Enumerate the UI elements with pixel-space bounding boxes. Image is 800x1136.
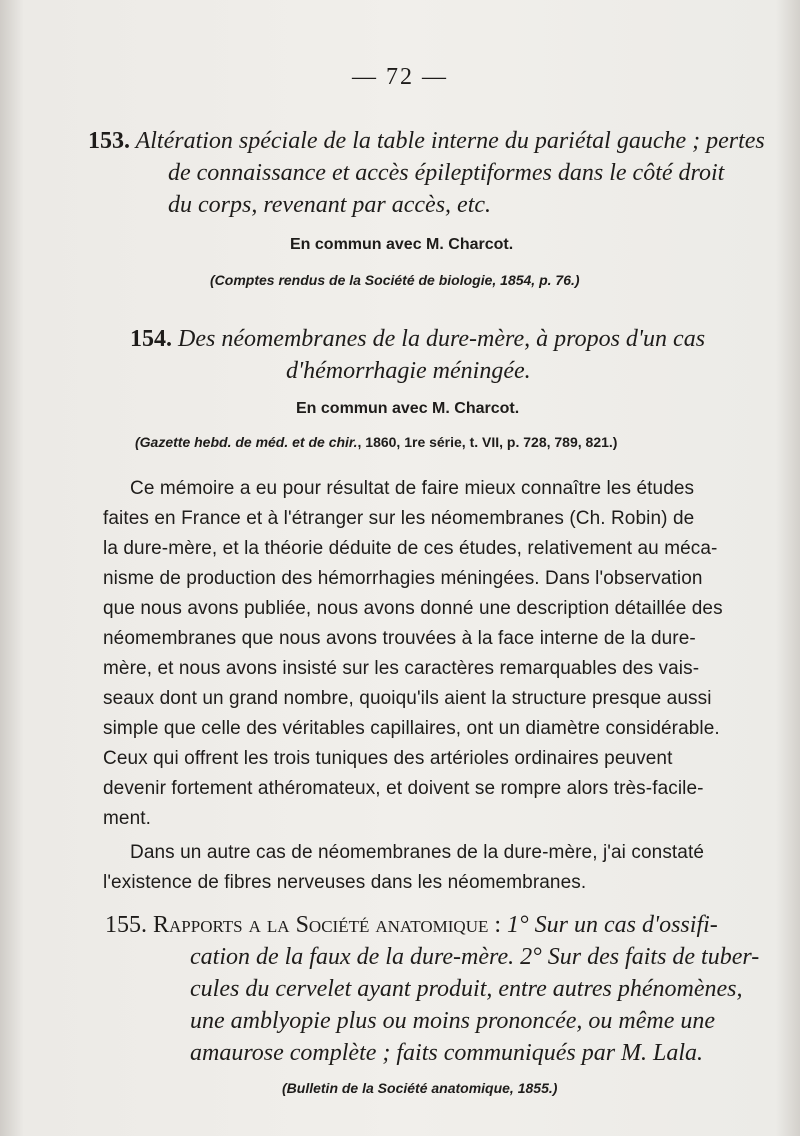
paragraph-line: mère, et nous avons insisté sur les caractères remarquables des vais- — [103, 658, 700, 679]
entry-155-title-line-4: une amblyopie plus ou moins prononcée, ou même une — [190, 1008, 715, 1034]
entry-153-collaboration: En commun avec M. Charcot. — [290, 236, 514, 253]
entry-153-number: 153. — [88, 128, 130, 154]
entry-153-title-line-2: de connaissance et accès épileptiformes dans le côté droit — [168, 160, 725, 186]
paragraph-line: néomembranes que nous avons trouvées à la face interne de la dure- — [103, 628, 696, 649]
entry-155-title-text-1: 1° Sur un cas d'ossifi- — [507, 912, 718, 938]
paragraph-line: la dure-mère, et la théorie déduite de ces études, relativement au méca- — [103, 538, 718, 559]
paragraph-line: seaux dont un grand nombre, quoiqu'ils aient la structure presque aussi — [103, 688, 712, 709]
entry-155-title-line-1 — [105, 912, 718, 939]
entry-153-title-line-1 — [88, 128, 765, 155]
paragraph-line: que nous avons publiée, nous avons donné une description détaillée des — [103, 598, 723, 619]
page-number: — 72 — — [352, 64, 448, 90]
entry-155-title-line-5: amaurose complète ; faits communiqués par M. Lala. — [190, 1040, 704, 1066]
entry-154-reference — [135, 434, 617, 450]
paragraph-line: ment. — [103, 808, 152, 829]
paragraph-line: faites en France et à l'étranger sur les néomembranes (Ch. Robin) de — [103, 508, 695, 529]
entry-155-heading: Rapports a la Société anatomique : — [153, 912, 502, 938]
entry-155-title-line-3: cules du cervelet ayant produit, entre autres phénomènes, — [190, 976, 743, 1002]
paragraph-line: nisme de production des hémorrhagies méningées. Dans l'observation — [103, 568, 703, 589]
paragraph-line: Ceux qui offrent les trois tuniques des artérioles ordinaires peuvent — [103, 748, 673, 769]
paragraph-line: Ce mémoire a eu pour résultat de faire mieux connaître les études — [130, 478, 695, 499]
entry-155-number: 155. — [105, 912, 147, 938]
paragraph-line: devenir fortement athéromateux, et doivent se rompre alors très-facile- — [103, 778, 704, 799]
entry-154-title-line-2: d'hémorrhagie méningée. — [286, 358, 531, 384]
paragraph-line: simple que celle des véritables capillaires, ont un diamètre considérable. — [103, 718, 720, 739]
entry-154-collaboration: En commun avec M. Charcot. — [296, 400, 520, 417]
entry-154-reference-details: , 1860, 1re série, t. VII, p. 728, 789, 821.) — [357, 434, 618, 450]
entry-154-number: 154. — [130, 326, 172, 352]
entry-155-title-line-2: cation de la faux de la dure-mère. 2° Sur des faits de tuber- — [190, 944, 760, 970]
entry-153-reference: (Comptes rendus de la Société de biologie, 1854, p. 76.) — [210, 272, 580, 288]
entry-154-reference-journal: (Gazette hebd. de méd. et de chir. — [135, 434, 358, 450]
paragraph-line: Dans un autre cas de néomembranes de la dure-mère, j'ai constaté — [130, 842, 705, 863]
entry-154-title-text-1: Des néomembranes de la dure-mère, à propos d'un cas — [178, 326, 706, 352]
entry-155-reference: (Bulletin de la Société anatomique, 1855.) — [282, 1080, 558, 1096]
paragraph-line: l'existence de fibres nerveuses dans les néomembranes. — [103, 872, 587, 893]
entry-153-title-line-3: du corps, revenant par accès, etc. — [168, 192, 492, 218]
entry-154-title-line-1 — [130, 326, 705, 353]
entry-153-title-text-1: Altération spéciale de la table interne du pariétal gauche ; pertes — [135, 128, 765, 154]
